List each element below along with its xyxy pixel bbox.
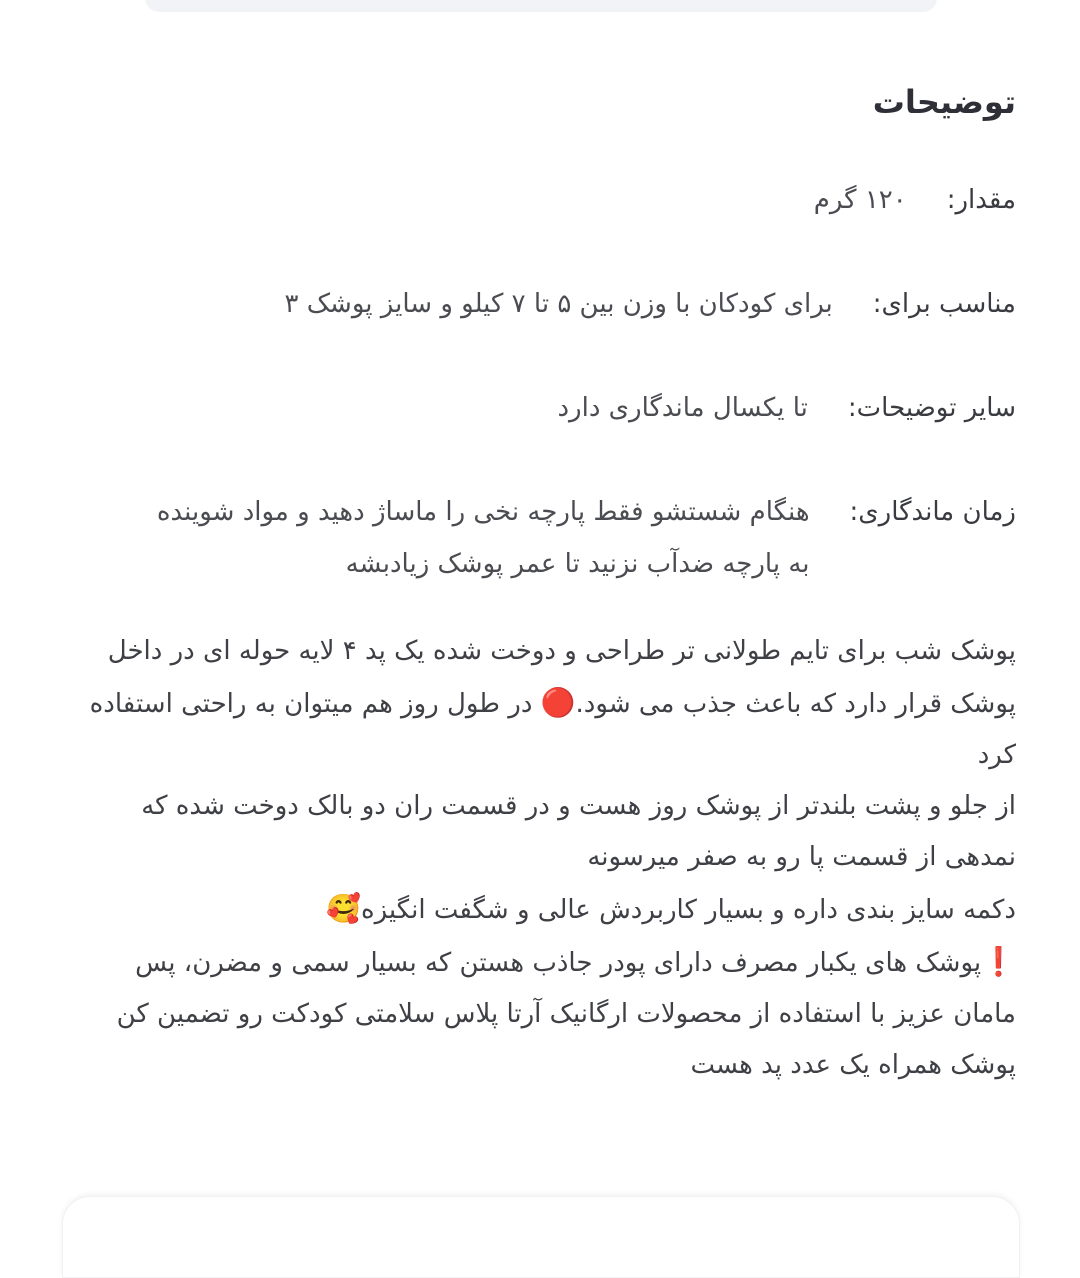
spec-value-suitable-for: برای کودکان با وزن بین ۵ تا ۷ کیلو و سایز پوشک ۳ [284, 289, 833, 319]
description-p4-text: پوشک های یکبار مصرف دارای پودر جاذب هستن که بسیار سمی و مضرن، پس مامان عزیز با استفاده از محصولات ارگانیک آرتا پلاس سلامتی کودکت رو تضمین کن [116, 948, 1016, 1029]
description-paragraph-2: از جلو و پشت بلندتر از پوشک روز هست و در قسمت ران دو بالک دوخت شده که نمدهی از قسمت پا رو به صفر میرسونه [141, 791, 1016, 872]
description-section [80, 70, 1016, 1091]
previous-card-edge [145, 0, 937, 12]
description-paragraph-1 [80, 626, 1016, 781]
spec-row-other-notes [80, 382, 1016, 434]
spec-value-durability: هنگام شستشو فقط پارچه نخی را ماساژ دهید و مواد شوینده به پارچه ضدآب نزنید تا عمر پوشک زیادبشه [156, 497, 810, 579]
spec-value-quantity: ۱۲۰ گرم [813, 185, 907, 215]
spec-value-other-notes: تا یکسال ماندگاری دارد [557, 393, 808, 423]
spec-row-suitable-for [80, 278, 1016, 330]
spec-label-other-notes: سایر توضیحات: [847, 393, 1016, 423]
spec-row-quantity [80, 174, 1016, 226]
spec-label-quantity: مقدار: [946, 185, 1016, 215]
description-paragraph-5: پوشک همراه یک عدد پد هست [690, 1050, 1016, 1080]
product-description [80, 626, 1016, 1091]
description-p1-text-a: پوشک شب برای تایم طولانی تر طراحی و دوخت شده یک پد ۴ لایه حوله ای در داخل پوشک قرار دارد که باعث جذب می شود. [107, 636, 1016, 719]
description-p3-text: دکمه سایز بندی داره و بسیار کاربردش عالی و شگفت انگیزه [360, 895, 1016, 925]
section-title: توضیحات [872, 83, 1016, 121]
spec-row-durability [80, 486, 1016, 590]
smiling-face-with-hearts-icon: 🥰 [326, 892, 361, 925]
description-p1-text-b: در طول روز هم میتوان به راحتی استفاده کرد [89, 689, 1016, 770]
description-paragraph-4 [80, 936, 1016, 1040]
description-paragraph-3 [80, 883, 1016, 936]
spec-label-durability: زمان ماندگاری: [849, 497, 1016, 527]
spec-label-suitable-for: مناسب برای: [872, 289, 1016, 319]
exclamation-icon: ❗ [981, 945, 1016, 978]
next-card-edge [62, 1196, 1020, 1278]
red-circle-icon: 🔴 [540, 686, 576, 719]
